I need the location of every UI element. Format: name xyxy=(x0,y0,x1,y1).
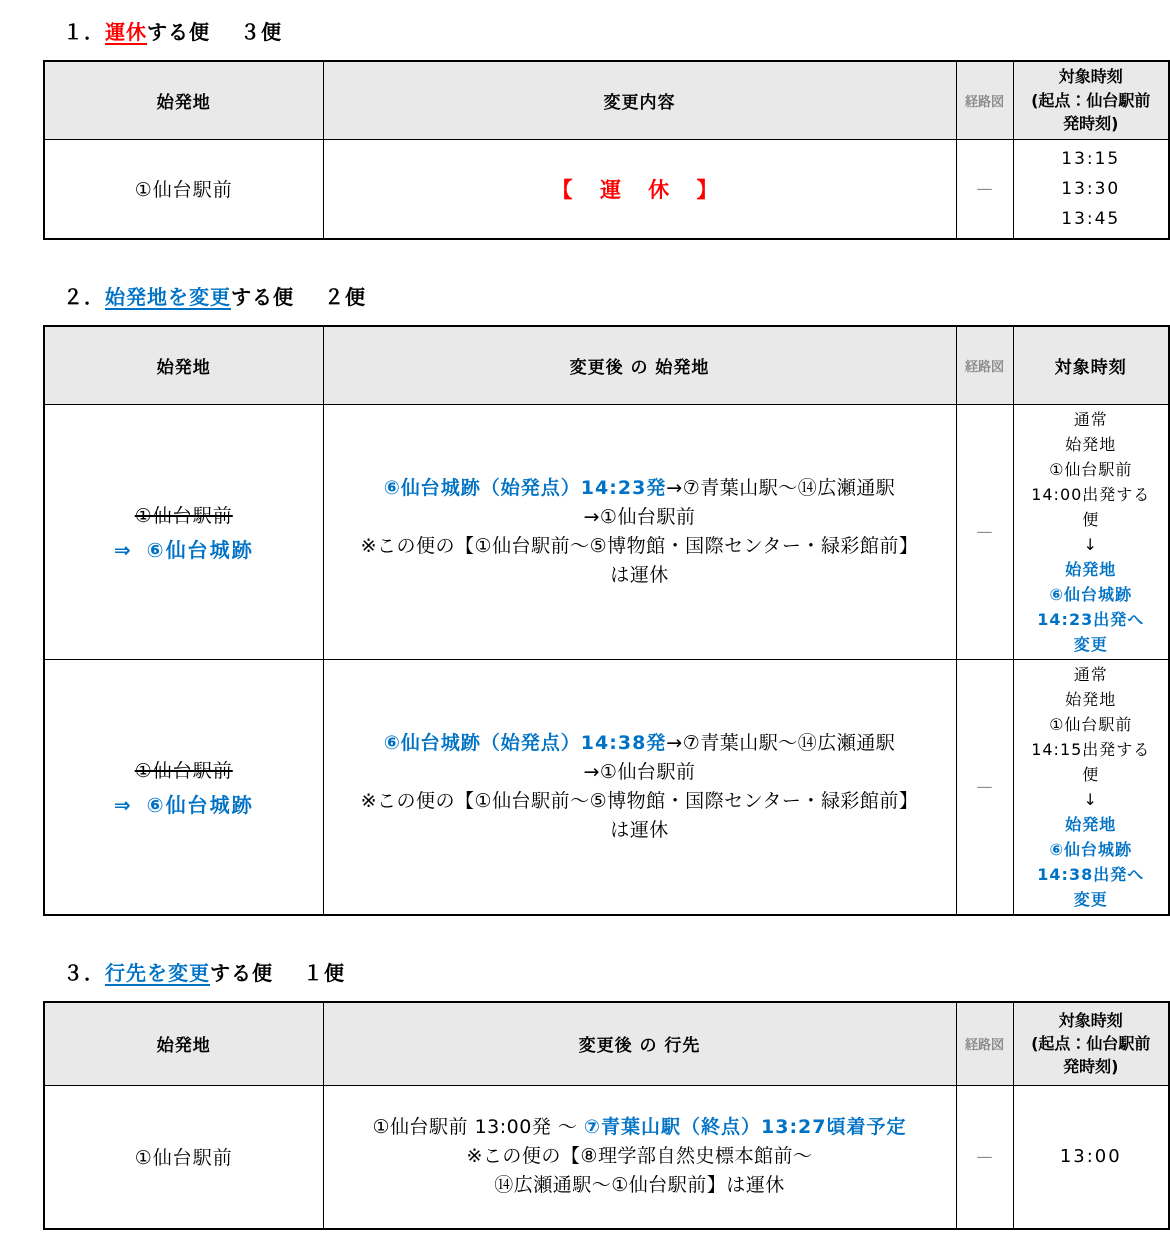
origin-changed-table xyxy=(43,325,1170,916)
section-3-number: ３． xyxy=(63,960,105,985)
col-header-origin: 始発地 xyxy=(44,61,323,139)
time-value: 13:15 xyxy=(1061,148,1121,169)
col-header-target-time xyxy=(1013,61,1169,139)
section-2-suffix: する便 xyxy=(231,285,294,309)
timeflow-normal: ①仙台駅前 xyxy=(1049,714,1133,734)
section-origin-changed-services xyxy=(43,281,1168,916)
timeflow-changed: ⑥仙台城跡 xyxy=(1049,584,1133,604)
col-header-new-origin: 変更後 の 始発地 xyxy=(323,326,956,404)
double-arrow-icon: ⇒ xyxy=(113,537,133,562)
origin-new xyxy=(49,534,319,563)
timeflow-normal: 通常 xyxy=(1073,664,1108,684)
origin-cell xyxy=(44,659,323,915)
target-time-flow-cell xyxy=(1013,659,1169,915)
change-line-3: ⑭広瀬通駅～①仙台駅前】は運休 xyxy=(494,1174,785,1197)
section-2-number: ２． xyxy=(63,285,105,309)
col-header-route-map: 経路図 xyxy=(956,326,1013,404)
new-departure-highlight: ⑥仙台城跡（始発点）14:38発 xyxy=(383,731,667,754)
timeflow-normal: 14:15出発する xyxy=(1031,739,1151,759)
suspended-services-table xyxy=(43,60,1170,240)
table-row xyxy=(44,139,1169,239)
timeflow-normal: 始発地 xyxy=(1065,689,1117,709)
target-time-line1: 対象時刻 xyxy=(1058,67,1123,87)
timeflow-changed: 変更 xyxy=(1073,634,1108,654)
origin-cell xyxy=(44,404,323,659)
section-2-highlight: 始発地を変更 xyxy=(105,285,231,309)
section-3-heading xyxy=(63,957,1168,986)
col-header-route-map: 経路図 xyxy=(956,1002,1013,1086)
section-1-count: ３便 xyxy=(240,20,282,44)
table-row xyxy=(44,404,1169,659)
target-time-line1: 対象時刻 xyxy=(1058,1010,1123,1030)
time-value: 13:30 xyxy=(1061,178,1121,199)
timeflow-normal: 便 xyxy=(1082,509,1100,529)
route-map-cell: — xyxy=(956,404,1013,659)
col-header-route-map: 経路図 xyxy=(956,61,1013,139)
origin-old-strikethrough: ①仙台駅前 xyxy=(134,759,233,782)
target-time-line2: (起点：仙台駅前 xyxy=(1031,1034,1151,1054)
route-continuation: →⑦青葉山駅～⑭広瀬通駅 xyxy=(666,731,896,754)
route-map-cell: — xyxy=(956,1086,1013,1229)
origin-cell: ①仙台駅前 xyxy=(44,1086,323,1229)
target-time-line3: 発時刻) xyxy=(1063,1057,1119,1077)
col-header-change-content: 変更内容 xyxy=(323,61,956,139)
origin-new-label: ⑥仙台城跡 xyxy=(146,792,254,817)
timeflow-changed: ⑥仙台城跡 xyxy=(1049,839,1133,859)
table-row xyxy=(44,659,1169,915)
section-1-suffix: する便 xyxy=(147,20,210,44)
change-line-3: ※この便の【①仙台駅前～⑤博物館・国際センター・緑彩館前】 xyxy=(360,789,919,812)
target-time-line2: (起点：仙台駅前 xyxy=(1031,90,1151,110)
section-1-heading xyxy=(63,16,1168,45)
origin-new-label: ⑥仙台城跡 xyxy=(146,537,254,562)
timeflow-changed: 変更 xyxy=(1073,889,1108,909)
timeflow-normal: 通常 xyxy=(1073,409,1108,429)
col-header-target-time xyxy=(1013,1002,1169,1086)
destination-changed-table xyxy=(43,1001,1170,1230)
down-arrow-icon: ↓ xyxy=(1083,789,1098,809)
down-arrow-icon: ↓ xyxy=(1083,534,1098,554)
section-3-highlight: 行先を変更 xyxy=(105,960,210,985)
section-suspended-services xyxy=(43,16,1168,240)
route-map-cell: — xyxy=(956,139,1013,239)
target-times-cell xyxy=(1013,139,1169,239)
section-destination-changed-services xyxy=(43,957,1168,1230)
change-line-1 xyxy=(328,1113,952,1142)
origin-old-strikethrough: ①仙台駅前 xyxy=(134,504,233,527)
col-header-origin: 始発地 xyxy=(44,1002,323,1086)
timeflow-normal: 始発地 xyxy=(1065,434,1117,454)
double-arrow-icon: ⇒ xyxy=(113,792,133,817)
departure-segment: ①仙台駅前 13:00発 ～ xyxy=(372,1116,584,1139)
col-header-target-time: 対象時刻 xyxy=(1013,326,1169,404)
timeflow-normal: 便 xyxy=(1082,764,1100,784)
suspension-cell: 【 運 休 】 xyxy=(323,139,956,239)
section-2-count: ２便 xyxy=(324,285,366,309)
timeflow-normal: 14:00出発する xyxy=(1031,484,1151,504)
change-line-2: →①仙台駅前 xyxy=(583,760,696,783)
route-map-cell: — xyxy=(956,659,1013,915)
change-line-1 xyxy=(328,474,952,503)
time-value: 13:45 xyxy=(1061,208,1121,229)
change-detail-cell xyxy=(323,404,956,659)
change-line-2: →①仙台駅前 xyxy=(583,505,696,528)
route-continuation: →⑦青葉山駅～⑭広瀬通駅 xyxy=(666,476,896,499)
section-2-heading xyxy=(63,281,1168,310)
col-header-origin: 始発地 xyxy=(44,326,323,404)
timeflow-changed: 始発地 xyxy=(1065,814,1117,834)
target-time-flow-cell xyxy=(1013,404,1169,659)
target-time-cell: 13:00 xyxy=(1013,1086,1169,1229)
origin-new xyxy=(49,789,319,818)
section-1-number: １． xyxy=(63,20,105,44)
section-3-suffix: する便 xyxy=(210,960,273,985)
section-3-count: １便 xyxy=(303,960,345,985)
change-line-4: は運休 xyxy=(610,563,669,586)
table-row xyxy=(44,1086,1169,1229)
origin-cell: ①仙台駅前 xyxy=(44,139,323,239)
change-detail-cell xyxy=(323,1086,956,1229)
change-line-4: は運休 xyxy=(610,818,669,841)
timeflow-changed: 14:23出発へ xyxy=(1037,609,1145,629)
section-1-highlight: 運休 xyxy=(105,20,147,44)
timeflow-changed: 始発地 xyxy=(1065,559,1117,579)
col-header-new-destination: 変更後 の 行先 xyxy=(323,1002,956,1086)
new-destination-highlight: ⑦青葉山駅（終点）13:27頃着予定 xyxy=(583,1116,907,1139)
target-time-line3: 発時刻) xyxy=(1063,113,1119,133)
change-detail-cell xyxy=(323,659,956,915)
change-line-2: ※この便の【⑧理学部自然史標本館前～ xyxy=(466,1145,813,1168)
timeflow-normal: ①仙台駅前 xyxy=(1049,459,1133,479)
new-departure-highlight: ⑥仙台城跡（始発点）14:23発 xyxy=(383,476,667,499)
change-line-1 xyxy=(328,729,952,758)
change-line-3: ※この便の【①仙台駅前～⑤博物館・国際センター・緑彩館前】 xyxy=(360,534,919,557)
timeflow-changed: 14:38出発へ xyxy=(1037,864,1145,884)
